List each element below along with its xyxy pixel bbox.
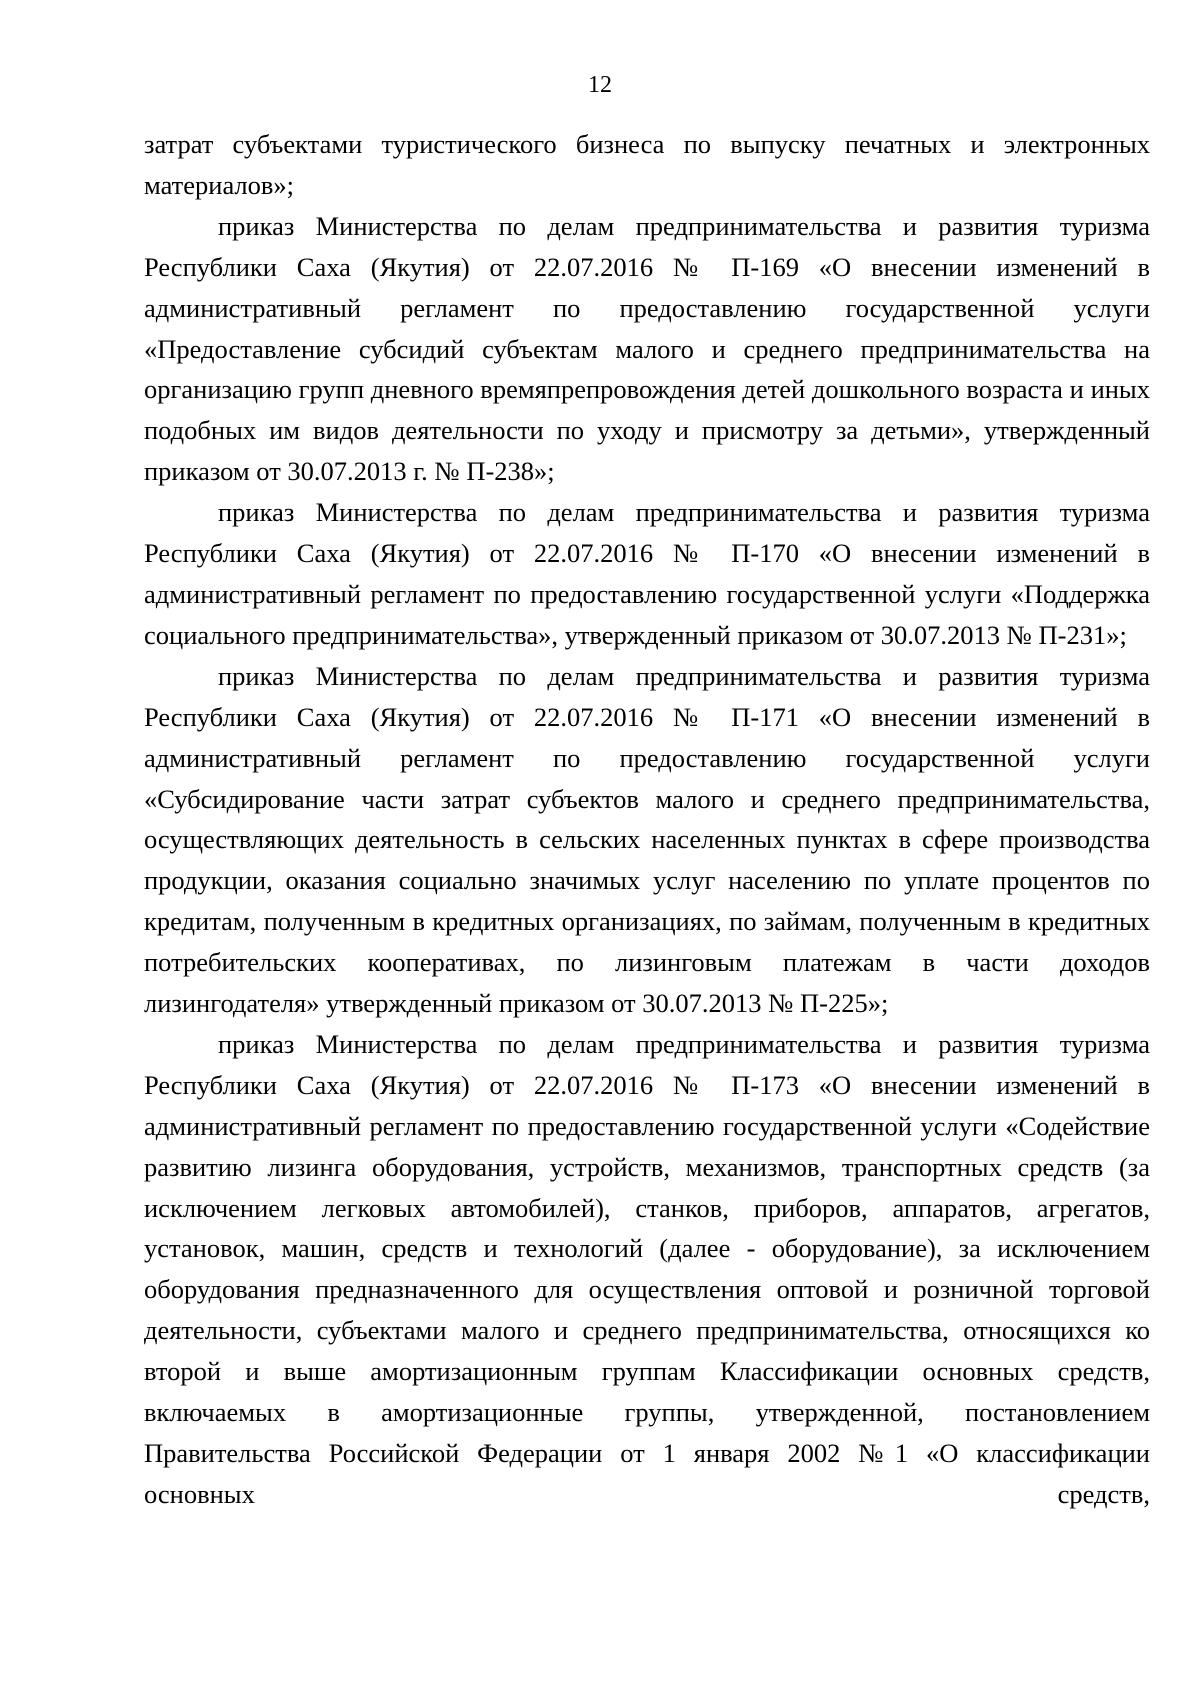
page-number: 12	[588, 72, 612, 98]
paragraph: затрат субъектами туристического бизнеса по выпуску печатных и электронных материалов»;	[144, 129, 1150, 200]
paragraph: приказ Министерства по делам предпринимательства и развития туризма Республики Саха (Якутия) от 22.07.2016 № П-171 «О внесении изменений в административный регламент по предоставлению государственной услуги «Субсидирование части затрат субъектов малого и среднего предпринимательства, осуществляющих деятельность в сельских населенных пунктах в сфере производства продукции, оказания социально значимых услуг населению по уплате процентов по кредитам, полученным в кредитных организациях, по займам, полученным в кредитных потребительских кооперативах, по лизинговым платежам в части доходов лизингодателя» утвержденный приказом от 30.07.2013 № П-225»;	[144, 660, 1150, 1019]
paragraph: приказ Министерства по делам предпринимательства и развития туризма Республики Саха (Якутия) от 22.07.2016 № П-169 «О внесении изменений в административный регламент по предоставлению государственной услуги «Предоставление субсидий субъектам малого и среднего предпринимательства на организацию групп дневного времяпрепровождения детей дошкольного возраста и иных подобных им видов деятельности по уходу и присмотру за детьми», утвержденный приказом от 30.07.2013 г. № П-238»;	[144, 210, 1150, 487]
paragraph: приказ Министерства по делам предпринимательства и развития туризма Республики Саха (Якутия) от 22.07.2016 № П-173 «О внесении изменений в административный регламент по предоставлению государственной услуги «Содействие развитию лизинга оборудования, устройств, механизмов, транспортных средств (за исключением легковых автомобилей), станков, приборов, аппаратов, агрегатов, установок, машин, средств и технологий (далее - оборудование), за исключением оборудования предназначенного для осуществления оптовой и розничной торговой деятельности, субъектами малого и среднего предпринимательства, относящихся ко второй и выше амортизационным группам Классификации основных средств, включаемых в амортизационные группы, утвержденной, постановлением Правительства Российской Федерации от 1 января 2002 №1 «О классификации основных средств,	[144, 1028, 1150, 1509]
document-body	[144, 124, 1150, 1515]
paragraph: приказ Министерства по делам предпринимательства и развития туризма Республики Саха (Якутия) от 22.07.2016 № П-170 «О внесении изменений в административный регламент по предоставлению государственной услуги «Поддержка социального предпринимательства», утвержденный приказом от 30.07.2013 № П-231»;	[144, 497, 1150, 650]
